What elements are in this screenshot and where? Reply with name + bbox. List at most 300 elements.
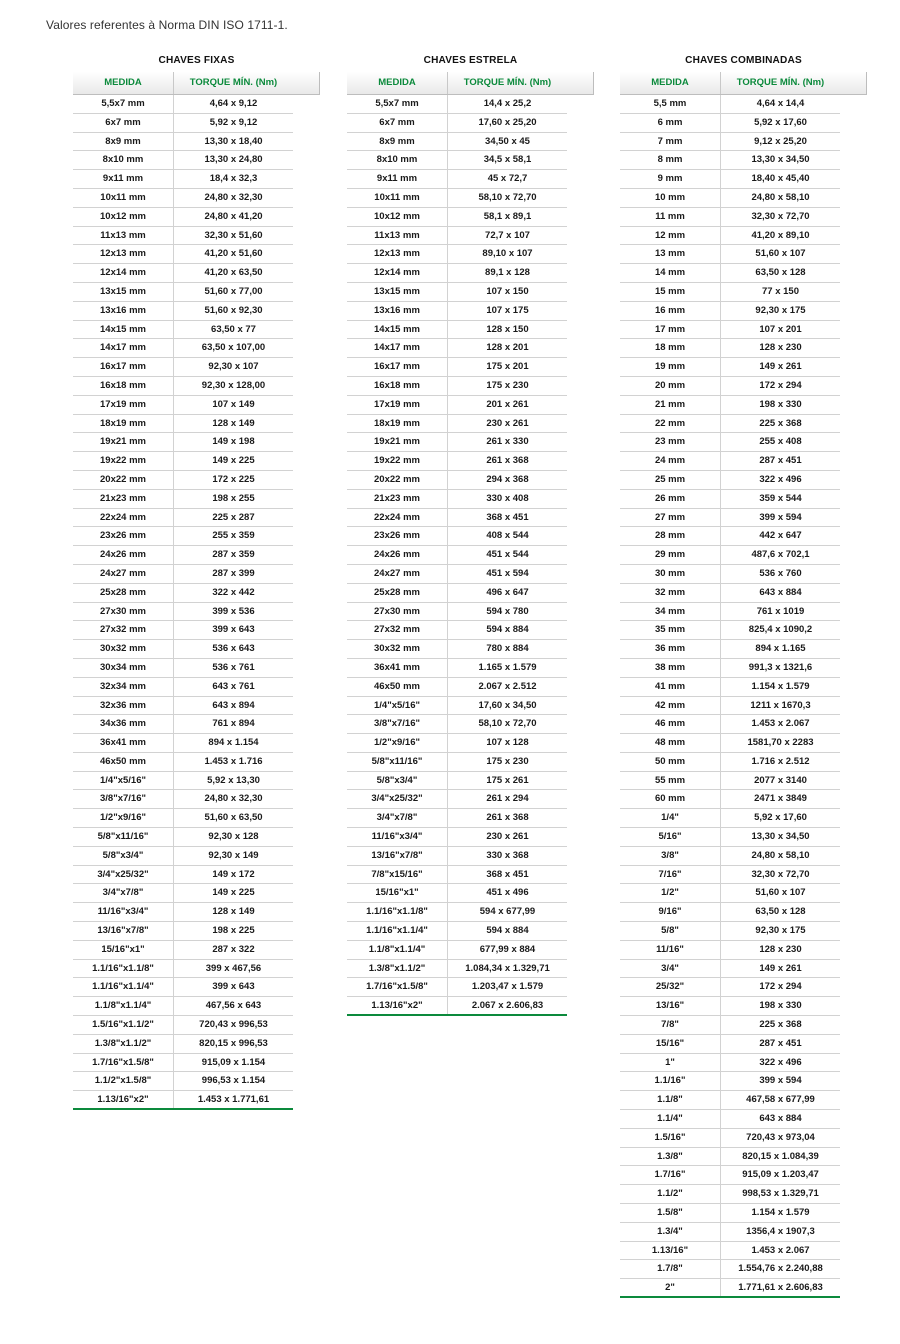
- table-row: [620, 847, 840, 866]
- cell-torque: 63,50 x 128: [755, 906, 806, 918]
- table-row: [73, 1091, 293, 1110]
- cell-medida: 8x9 mm: [73, 133, 174, 151]
- table-row: [620, 433, 840, 452]
- cell-torque: 58,10 x 72,70: [478, 718, 537, 730]
- cell-medida: 16x17 mm: [73, 358, 174, 376]
- table-row: [347, 734, 567, 753]
- table-row: [620, 170, 840, 189]
- table-row: [73, 151, 293, 170]
- cell-medida: 8x10 mm: [347, 151, 448, 169]
- table-row: [620, 208, 840, 227]
- cell-torque: 1581,70 x 2283: [747, 737, 814, 749]
- table-row: [347, 584, 567, 603]
- header-torque: TORQUE MÍN. (Nm): [736, 77, 825, 88]
- cell-torque: 5,92 x 9,12: [209, 116, 258, 128]
- table-row: [73, 659, 293, 678]
- cell-medida: 3/4"x25/32": [73, 866, 174, 884]
- table-row: [73, 678, 293, 697]
- table-row: [620, 1204, 840, 1223]
- cell-medida: 41 mm: [620, 678, 721, 696]
- cell-medida: 27x30 mm: [73, 603, 174, 621]
- cell-medida: 16x18 mm: [73, 377, 174, 395]
- table-row: [347, 659, 567, 678]
- table-row: [347, 697, 567, 716]
- cell-torque: 128 x 149: [212, 417, 255, 429]
- table-row: [347, 790, 567, 809]
- table-row: [620, 753, 840, 772]
- cell-torque: 915,09 x 1.203,47: [742, 1169, 819, 1181]
- table-row: [347, 978, 567, 997]
- cell-medida: 16 mm: [620, 302, 721, 320]
- cell-torque: 287 x 451: [759, 1037, 802, 1049]
- table-row: [347, 847, 567, 866]
- cell-torque: 467,58 x 677,99: [746, 1094, 815, 1106]
- table-row: [620, 621, 840, 640]
- table-row: [620, 828, 840, 847]
- table-row: [620, 715, 840, 734]
- table-row: [347, 828, 567, 847]
- table-row: [620, 1148, 840, 1167]
- cell-torque: 1.203,47 x 1.579: [471, 981, 544, 993]
- cell-medida: 21x23 mm: [73, 490, 174, 508]
- table-title: CHAVES COMBINADAS: [685, 54, 802, 66]
- table-row: [620, 772, 840, 791]
- table-row: [73, 490, 293, 509]
- cell-medida: 1/4": [620, 809, 721, 827]
- table-row: [347, 133, 567, 152]
- cell-medida: 20 mm: [620, 377, 721, 395]
- cell-medida: 36x41 mm: [347, 659, 448, 677]
- table-row: [73, 114, 293, 133]
- cell-medida: 11/16": [620, 941, 721, 959]
- cell-medida: 14x15 mm: [347, 321, 448, 339]
- cell-torque: 107 x 150: [486, 285, 529, 297]
- cell-torque: 225 x 368: [759, 1019, 802, 1031]
- cell-torque: 1.554,76 x 2.240,88: [738, 1263, 823, 1275]
- cell-medida: 24x27 mm: [73, 565, 174, 583]
- table-row: [347, 565, 567, 584]
- table-row: [620, 490, 840, 509]
- cell-medida: 26 mm: [620, 490, 721, 508]
- cell-medida: 13x15 mm: [347, 283, 448, 301]
- table-row: [73, 95, 293, 114]
- cell-torque: 230 x 261: [486, 831, 529, 843]
- cell-torque: 92,30 x 128: [208, 831, 259, 843]
- cell-medida: 11/16"x3/4": [347, 828, 448, 846]
- cell-medida: 15/16"x1": [73, 941, 174, 959]
- cell-medida: 13x15 mm: [73, 283, 174, 301]
- table-row: [620, 509, 840, 528]
- cell-torque: 198 x 330: [759, 398, 802, 410]
- cell-torque: 287 x 399: [212, 567, 255, 579]
- table-row: [73, 433, 293, 452]
- cell-torque: 643 x 884: [759, 1113, 802, 1125]
- table-row: [620, 584, 840, 603]
- cell-medida: 29 mm: [620, 546, 721, 564]
- cell-torque: 399 x 594: [759, 1075, 802, 1087]
- table-row: [73, 452, 293, 471]
- cell-medida: 28 mm: [620, 527, 721, 545]
- cell-torque: 261 x 368: [486, 812, 529, 824]
- cell-torque: 225 x 368: [759, 417, 802, 429]
- cell-torque: 487,6 x 702,1: [751, 549, 810, 561]
- cell-torque: 51,60 x 92,30: [204, 304, 263, 316]
- table-row: [347, 715, 567, 734]
- cell-torque: 14,4 x 25,2: [483, 98, 532, 109]
- cell-medida: 7 mm: [620, 133, 721, 151]
- table-row: [347, 415, 567, 434]
- cell-torque: 92,30 x 175: [755, 925, 806, 937]
- cell-medida: 46x50 mm: [347, 678, 448, 696]
- table-row: [73, 245, 293, 264]
- cell-torque: 201 x 261: [486, 398, 529, 410]
- cell-medida: 12x14 mm: [347, 264, 448, 282]
- cell-medida: 17x19 mm: [347, 396, 448, 414]
- cell-torque: 32,30 x 51,60: [204, 229, 263, 241]
- table-title: CHAVES ESTRELA: [423, 54, 518, 66]
- cell-torque: 287 x 322: [212, 943, 255, 955]
- cell-medida: 14x17 mm: [73, 339, 174, 357]
- cell-medida: 17 mm: [620, 321, 721, 339]
- cell-torque: 761 x 894: [212, 718, 255, 730]
- cell-torque: 442 x 647: [759, 530, 802, 542]
- table-row: [347, 809, 567, 828]
- cell-torque: 720,43 x 996,53: [199, 1019, 268, 1031]
- table-row: [347, 339, 567, 358]
- cell-medida: 10 mm: [620, 189, 721, 207]
- table-row: [620, 640, 840, 659]
- cell-medida: 1.3/4": [620, 1223, 721, 1241]
- table-row: [347, 866, 567, 885]
- cell-medida: 1.3/8"x1.1/2": [347, 960, 448, 978]
- table-row: [73, 1072, 293, 1091]
- table-row: [347, 903, 567, 922]
- cell-medida: 30x34 mm: [73, 659, 174, 677]
- cell-torque: 1356,4 x 1907,3: [746, 1225, 815, 1237]
- norm-note: Valores referentes à Norma DIN ISO 1711-1.: [46, 18, 288, 32]
- cell-medida: 22 mm: [620, 415, 721, 433]
- table-row: [73, 415, 293, 434]
- cell-medida: 3/4"x7/8": [73, 884, 174, 902]
- cell-medida: 1.7/16"x1.5/8": [73, 1054, 174, 1072]
- cell-torque: 2.067 x 2.512: [478, 680, 537, 692]
- table-row: [347, 396, 567, 415]
- table-row: [620, 809, 840, 828]
- cell-torque: 107 x 149: [212, 398, 255, 410]
- cell-torque: 399 x 643: [212, 624, 255, 636]
- cell-torque: 594 x 884: [486, 624, 529, 636]
- cell-medida: 1": [620, 1054, 721, 1072]
- table-row: [347, 264, 567, 283]
- table-row: [620, 377, 840, 396]
- table-row: [620, 1035, 840, 1054]
- cell-medida: 27x32 mm: [73, 621, 174, 639]
- cell-medida: 8x9 mm: [347, 133, 448, 151]
- table-row: [347, 490, 567, 509]
- cell-torque: 261 x 294: [486, 793, 529, 805]
- cell-medida: 35 mm: [620, 621, 721, 639]
- table-row: [620, 264, 840, 283]
- table-header: [620, 72, 867, 95]
- table-row: [620, 471, 840, 490]
- table-row: [347, 283, 567, 302]
- cell-medida: 15/16"x1": [347, 884, 448, 902]
- table-row: [620, 790, 840, 809]
- cell-torque: 13,30 x 24,80: [204, 154, 263, 166]
- cell-medida: 13 mm: [620, 245, 721, 263]
- table-row: [620, 133, 840, 152]
- cell-medida: 1.7/16": [620, 1166, 721, 1184]
- cell-torque: 92,30 x 128,00: [201, 379, 266, 391]
- table-row: [73, 377, 293, 396]
- cell-torque: 51,60 x 77,00: [204, 285, 263, 297]
- cell-torque: 5,92 x 17,60: [754, 812, 807, 824]
- table-row: [347, 640, 567, 659]
- cell-torque: 368 x 451: [486, 511, 529, 523]
- table-body: [347, 95, 567, 1016]
- cell-medida: 1.1/8": [620, 1091, 721, 1109]
- table-row: [73, 584, 293, 603]
- cell-torque: 172 x 294: [759, 379, 802, 391]
- cell-torque: 24,80 x 41,20: [204, 210, 263, 222]
- cell-torque: 399 x 536: [212, 605, 255, 617]
- table-row: [73, 978, 293, 997]
- cell-medida: 10x11 mm: [347, 189, 448, 207]
- table-row: [73, 603, 293, 622]
- cell-torque: 594 x 780: [486, 605, 529, 617]
- cell-torque: 4,64 x 14,4: [756, 98, 805, 109]
- table-row: [620, 1054, 840, 1073]
- table-row: [73, 884, 293, 903]
- table-row: [620, 189, 840, 208]
- cell-torque: 399 x 594: [759, 511, 802, 523]
- table-row: [620, 734, 840, 753]
- table-row: [347, 433, 567, 452]
- cell-torque: 451 x 496: [486, 887, 529, 899]
- cell-torque: 255 x 359: [212, 530, 255, 542]
- table-row: [73, 960, 293, 979]
- cell-medida: 32 mm: [620, 584, 721, 602]
- cell-medida: 5/8"x11/16": [73, 828, 174, 846]
- table-row: [73, 941, 293, 960]
- table-row: [347, 884, 567, 903]
- cell-medida: 25x28 mm: [73, 584, 174, 602]
- cell-medida: 9x11 mm: [347, 170, 448, 188]
- cell-torque: 128 x 149: [212, 906, 255, 918]
- cell-medida: 9 mm: [620, 170, 721, 188]
- table-chaves-estrela: [347, 53, 594, 1016]
- cell-medida: 27x30 mm: [347, 603, 448, 621]
- cell-medida: 5/8"x3/4": [347, 772, 448, 790]
- cell-torque: 34,50 x 45: [485, 135, 530, 147]
- header-medida: MEDIDA: [73, 72, 174, 94]
- cell-medida: 11 mm: [620, 208, 721, 226]
- cell-torque: 368 x 451: [486, 868, 529, 880]
- table-row: [620, 941, 840, 960]
- cell-torque: 594 x 677,99: [479, 906, 536, 918]
- table-row: [73, 997, 293, 1016]
- cell-torque: 32,30 x 72,70: [751, 210, 810, 222]
- table-row: [347, 452, 567, 471]
- cell-medida: 7/8"x15/16": [347, 866, 448, 884]
- table-row: [620, 227, 840, 246]
- cell-medida: 3/4"x25/32": [347, 790, 448, 808]
- table-row: [620, 960, 840, 979]
- table-row: [73, 227, 293, 246]
- cell-medida: 36 mm: [620, 640, 721, 658]
- cell-torque: 149 x 261: [759, 962, 802, 974]
- cell-medida: 1.7/16"x1.5/8": [347, 978, 448, 996]
- cell-torque: 72,7 x 107: [485, 229, 530, 241]
- cell-torque: 128 x 230: [759, 943, 802, 955]
- table-row: [620, 358, 840, 377]
- cell-medida: 13/16"x7/8": [73, 922, 174, 940]
- cell-torque: 107 x 201: [759, 323, 802, 335]
- cell-medida: 6x7 mm: [73, 114, 174, 132]
- table-row: [620, 903, 840, 922]
- header-medida: MEDIDA: [347, 72, 448, 94]
- cell-medida: 38 mm: [620, 659, 721, 677]
- cell-torque: 107 x 175: [486, 304, 529, 316]
- table-row: [73, 1035, 293, 1054]
- cell-medida: 25 mm: [620, 471, 721, 489]
- cell-torque: 13,30 x 34,50: [751, 831, 810, 843]
- table-title: CHAVES FIXAS: [158, 54, 235, 66]
- cell-torque: 128 x 230: [759, 342, 802, 354]
- cell-torque: 2471 x 3849: [754, 793, 807, 805]
- cell-medida: 1/4"x5/16": [347, 697, 448, 715]
- table-row: [620, 1091, 840, 1110]
- cell-medida: 3/4": [620, 960, 721, 978]
- cell-medida: 27 mm: [620, 509, 721, 527]
- cell-torque: 18,4 x 32,3: [209, 173, 258, 185]
- table-row: [620, 884, 840, 903]
- cell-medida: 8 mm: [620, 151, 721, 169]
- cell-medida: 17x19 mm: [73, 396, 174, 414]
- cell-medida: 11x13 mm: [73, 227, 174, 245]
- table-row: [73, 790, 293, 809]
- cell-torque: 1.453 x 1.771,61: [197, 1094, 270, 1106]
- table-row: [73, 1054, 293, 1073]
- table-row: [620, 415, 840, 434]
- cell-medida: 60 mm: [620, 790, 721, 808]
- cell-medida: 1.1/16": [620, 1072, 721, 1090]
- cell-medida: 14 mm: [620, 264, 721, 282]
- cell-torque: 1.084,34 x 1.329,71: [465, 962, 550, 974]
- table-row: [347, 95, 567, 114]
- cell-medida: 25x28 mm: [347, 584, 448, 602]
- table-row: [620, 302, 840, 321]
- cell-torque: 399 x 643: [212, 981, 255, 993]
- cell-medida: 5,5 mm: [620, 95, 721, 113]
- cell-torque: 1.165 x 1.579: [478, 661, 537, 673]
- cell-medida: 5,5x7 mm: [347, 95, 448, 113]
- cell-medida: 1/4"x5/16": [73, 772, 174, 790]
- header-torque: TORQUE MÍN. (Nm): [189, 77, 278, 88]
- cell-torque: 322 x 496: [759, 1056, 802, 1068]
- cell-torque: 24,80 x 32,30: [204, 191, 263, 203]
- cell-torque: 451 x 544: [486, 549, 529, 561]
- table-row: [620, 866, 840, 885]
- cell-torque: 149 x 261: [759, 361, 802, 373]
- table-row: [347, 603, 567, 622]
- cell-torque: 5,92 x 17,60: [754, 116, 807, 128]
- cell-torque: 92,30 x 175: [755, 304, 806, 316]
- cell-medida: 1.13/16": [620, 1242, 721, 1260]
- cell-torque: 408 x 544: [486, 530, 529, 542]
- cell-torque: 34,5 x 58,1: [483, 154, 532, 166]
- cell-torque: 24,80 x 58,10: [751, 849, 810, 861]
- cell-torque: 172 x 294: [759, 981, 802, 993]
- cell-torque: 89,1 x 128: [485, 267, 530, 279]
- cell-torque: 149 x 172: [212, 868, 255, 880]
- cell-medida: 5/8"x11/16": [347, 753, 448, 771]
- cell-medida: 18x19 mm: [347, 415, 448, 433]
- cell-torque: 536 x 760: [759, 567, 802, 579]
- table-row: [620, 114, 840, 133]
- cell-torque: 198 x 255: [212, 492, 255, 504]
- cell-torque: 92,30 x 107: [208, 361, 259, 373]
- cell-torque: 720,43 x 973,04: [746, 1131, 815, 1143]
- table-row: [620, 1016, 840, 1035]
- cell-medida: 9/16": [620, 903, 721, 921]
- cell-medida: 18 mm: [620, 339, 721, 357]
- cell-torque: 41,20 x 63,50: [204, 267, 263, 279]
- cell-torque: 32,30 x 72,70: [751, 868, 810, 880]
- table-row: [73, 772, 293, 791]
- table-row: [620, 1166, 840, 1185]
- table-row: [347, 189, 567, 208]
- cell-medida: 13/16": [620, 997, 721, 1015]
- table-row: [620, 527, 840, 546]
- table-row: [620, 452, 840, 471]
- cell-torque: 175 x 201: [486, 361, 529, 373]
- cell-medida: 14x15 mm: [73, 321, 174, 339]
- cell-torque: 107 x 128: [486, 737, 529, 749]
- cell-medida: 20x22 mm: [73, 471, 174, 489]
- cell-medida: 15/16": [620, 1035, 721, 1053]
- cell-torque: 998,53 x 1.329,71: [742, 1188, 819, 1200]
- table-header: [73, 72, 320, 95]
- table-row: [347, 377, 567, 396]
- cell-torque: 1.453 x 2.067: [751, 718, 810, 730]
- table-row: [347, 151, 567, 170]
- cell-medida: 32x36 mm: [73, 697, 174, 715]
- table-row: [73, 170, 293, 189]
- table-row: [620, 678, 840, 697]
- table-row: [347, 678, 567, 697]
- table-row: [347, 245, 567, 264]
- table-row: [73, 1016, 293, 1035]
- cell-torque: 225 x 287: [212, 511, 255, 523]
- table-row: [73, 828, 293, 847]
- cell-medida: 1.5/16"x1.1/2": [73, 1016, 174, 1034]
- cell-medida: 13x16 mm: [347, 302, 448, 320]
- cell-torque: 51,60 x 107: [755, 887, 806, 899]
- table-row: [620, 1260, 840, 1279]
- cell-medida: 24 mm: [620, 452, 721, 470]
- cell-torque: 287 x 451: [759, 455, 802, 467]
- cell-medida: 1.1/4": [620, 1110, 721, 1128]
- cell-torque: 13,30 x 34,50: [751, 154, 810, 166]
- cell-medida: 7/16": [620, 866, 721, 884]
- cell-torque: 536 x 643: [212, 643, 255, 655]
- table-row: [347, 941, 567, 960]
- table-row: [73, 734, 293, 753]
- cell-medida: 1/2"x9/16": [347, 734, 448, 752]
- table-row: [620, 1185, 840, 1204]
- cell-medida: 3/8": [620, 847, 721, 865]
